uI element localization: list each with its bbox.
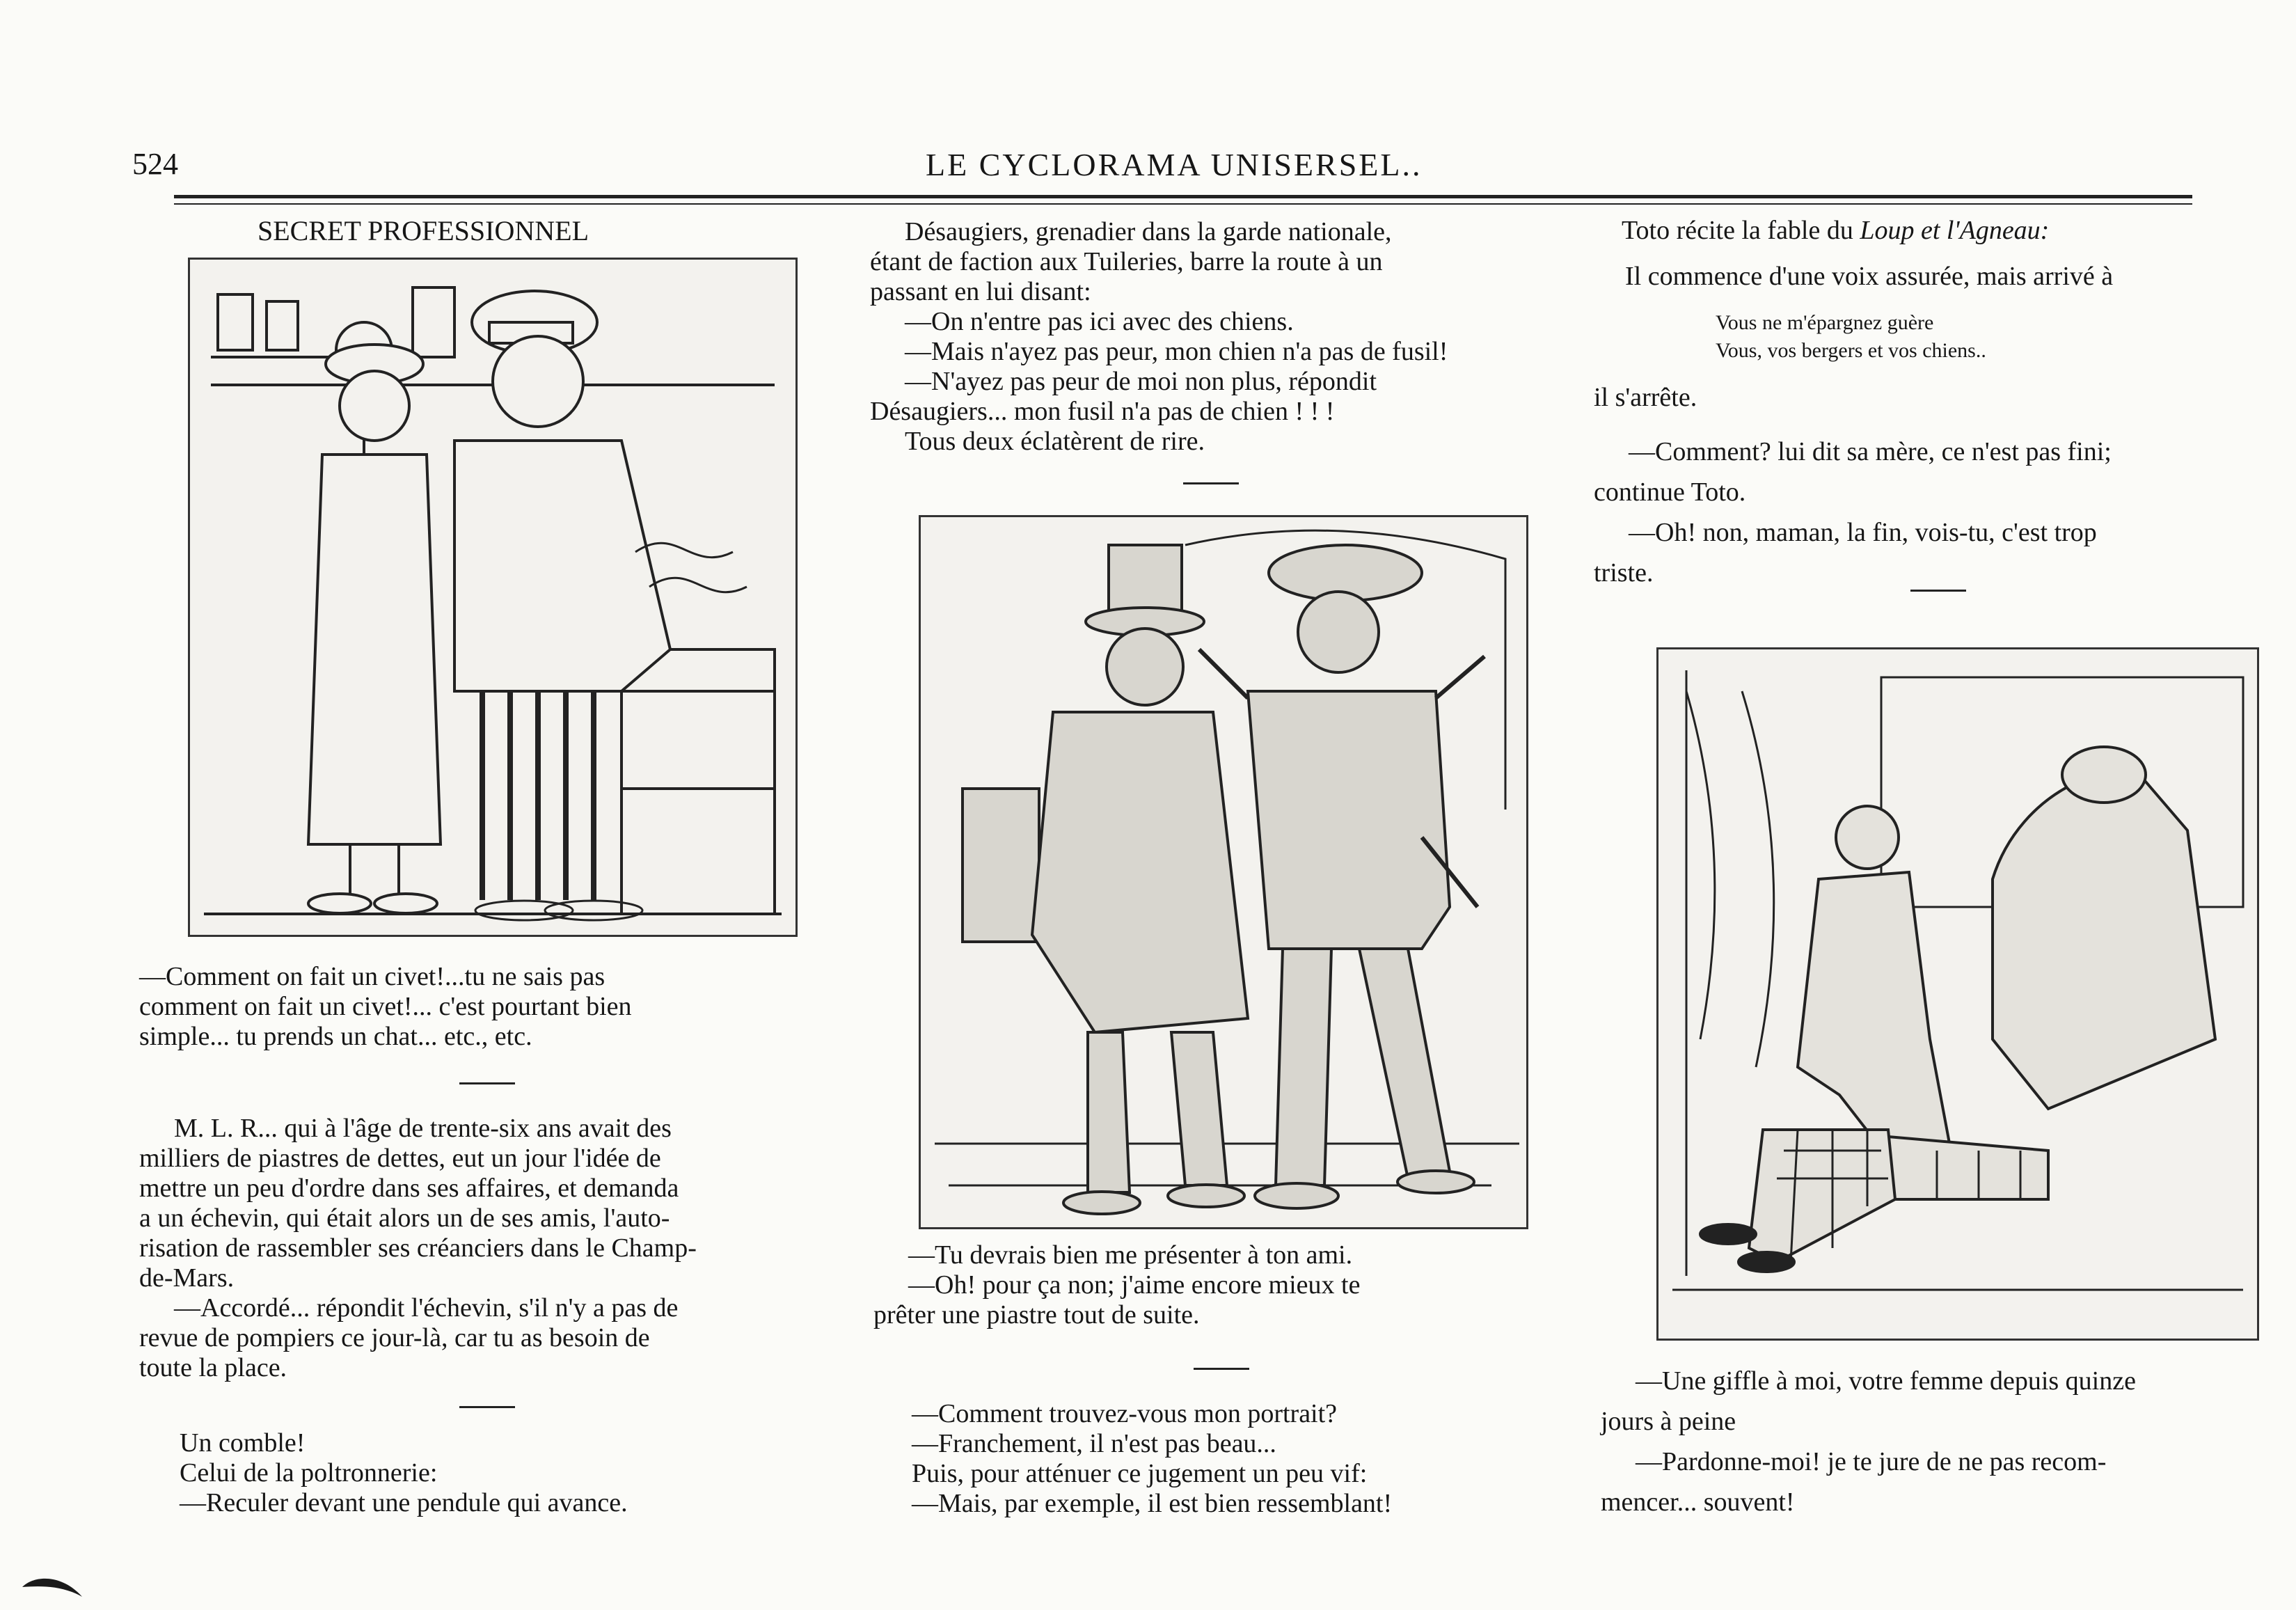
story-line: —Franchement, il n'est pas beau... — [912, 1429, 1276, 1458]
separator — [459, 1082, 515, 1084]
journal-title: LE CYCLORAMA UNISERSEL.. — [926, 147, 1423, 182]
page-number: 524 — [132, 147, 178, 181]
header-rule — [174, 195, 2192, 198]
story-line: Tous deux éclatèrent de rire. — [905, 427, 1205, 456]
caption-line: simple... tu prends un chat... etc., etc. — [139, 1022, 532, 1051]
man-kneeling-before-woman-engraving-icon — [1658, 649, 2257, 1339]
cooks-in-kitchen-illustration — [188, 258, 798, 937]
story-line: M. L. R... qui à l'âge de trente-six ans avait des — [174, 1114, 672, 1143]
caption-line: —Comment on fait un civet!...tu ne sais pas — [139, 962, 605, 991]
caption-line: —Oh! pour ça non; j'aime encore mieux te — [908, 1270, 1361, 1300]
story-line: —Accordé... répondit l'échevin, s'il n'y a pas de — [174, 1293, 679, 1323]
story-line: —N'ayez pas peur de moi non plus, répondit — [905, 367, 1377, 396]
dialogue-line: triste. — [1594, 558, 1654, 587]
story-line: —On n'entre pas ici avec des chiens. — [905, 307, 1294, 336]
story-line: Puis, pour atténuer ce jugement un peu vif: — [912, 1459, 1368, 1488]
story-line: Celui de la poltronnerie: — [180, 1458, 438, 1487]
story-line: toute la place. — [139, 1353, 287, 1382]
section-heading: SECRET PROFESSIONNEL — [258, 215, 589, 246]
story-line: mettre un peu d'ordre dans ses affaires, et demanda — [139, 1174, 679, 1203]
caption-line: comment on fait un civet!... c'est pourtant bien — [139, 992, 632, 1021]
story-line: —Mais n'ayez pas peur, mon chien n'a pas de fusil! — [905, 337, 1448, 366]
story-text: Toto récite la fable du — [1622, 216, 1860, 245]
story-line: risation de rassembler ses créanciers dans le Champ- — [139, 1233, 697, 1263]
verse-line: Vous, vos bergers et vos chiens.. — [1716, 339, 1986, 362]
cooks-in-kitchen-engraving-icon — [190, 260, 795, 935]
story-line — [1622, 216, 2248, 246]
caption-line: —Tu devrais bien me présenter à ton ami. — [908, 1240, 1353, 1270]
separator — [1194, 1368, 1249, 1370]
story-line: —Reculer devant une pendule qui avance. — [180, 1488, 628, 1517]
story-line: —Mais, par exemple, il est bien ressemblant! — [912, 1489, 1393, 1518]
story-line: Désaugiers... mon fusil n'a pas de chien ! ! ! — [870, 397, 1335, 426]
fable-title: Loup et l'Agneau: — [1860, 216, 2050, 245]
story-line: Un comble! — [180, 1428, 306, 1458]
story-line: —Comment trouvez-vous mon portrait? — [912, 1399, 1338, 1428]
header-rule-thin — [174, 203, 2192, 205]
story-line: étant de faction aux Tuileries, barre la route à un — [870, 247, 1383, 276]
two-gentlemen-illustration — [919, 515, 1528, 1229]
kneeling-man-illustration — [1656, 647, 2259, 1341]
dialogue-line: —Oh! non, maman, la fin, vois-tu, c'est trop — [1629, 518, 2097, 547]
caption-line: jours à peine — [1601, 1407, 1736, 1436]
separator — [1183, 482, 1239, 484]
two-gentlemen-meeting-engraving-icon — [921, 517, 1526, 1227]
caption-line: mencer... souvent! — [1601, 1487, 1795, 1517]
separator — [1910, 590, 1966, 592]
caption-line: —Une giffle à moi, votre femme depuis quinze — [1636, 1366, 2136, 1396]
verse-line: Vous ne m'épargnez guère — [1716, 311, 1934, 334]
story-line: il s'arrête. — [1594, 383, 1697, 412]
dialogue-line: continue Toto. — [1594, 478, 1746, 507]
story-line: milliers de piastres de dettes, eut un jour l'idée de — [139, 1144, 661, 1173]
ornament-icon — [21, 1573, 84, 1601]
separator — [459, 1406, 515, 1408]
dialogue-line: —Comment? lui dit sa mère, ce n'est pas fini; — [1629, 437, 2112, 466]
story-line: de-Mars. — [139, 1263, 235, 1293]
story-line: passant en lui disant: — [870, 277, 1091, 306]
story-line: Désaugiers, grenadier dans la garde nationale, — [905, 217, 1392, 246]
caption-line: —Pardonne-moi! je te jure de ne pas recom- — [1636, 1447, 2107, 1476]
story-line: revue de pompiers ce jour-là, car tu as besoin de — [139, 1323, 650, 1352]
story-line: a un échevin, qui était alors un de ses amis, l'auto- — [139, 1203, 670, 1233]
story-line: Il commence d'une voix assurée, mais arrivé à — [1625, 262, 2114, 291]
caption-line: prêter une piastre tout de suite. — [873, 1300, 1200, 1329]
